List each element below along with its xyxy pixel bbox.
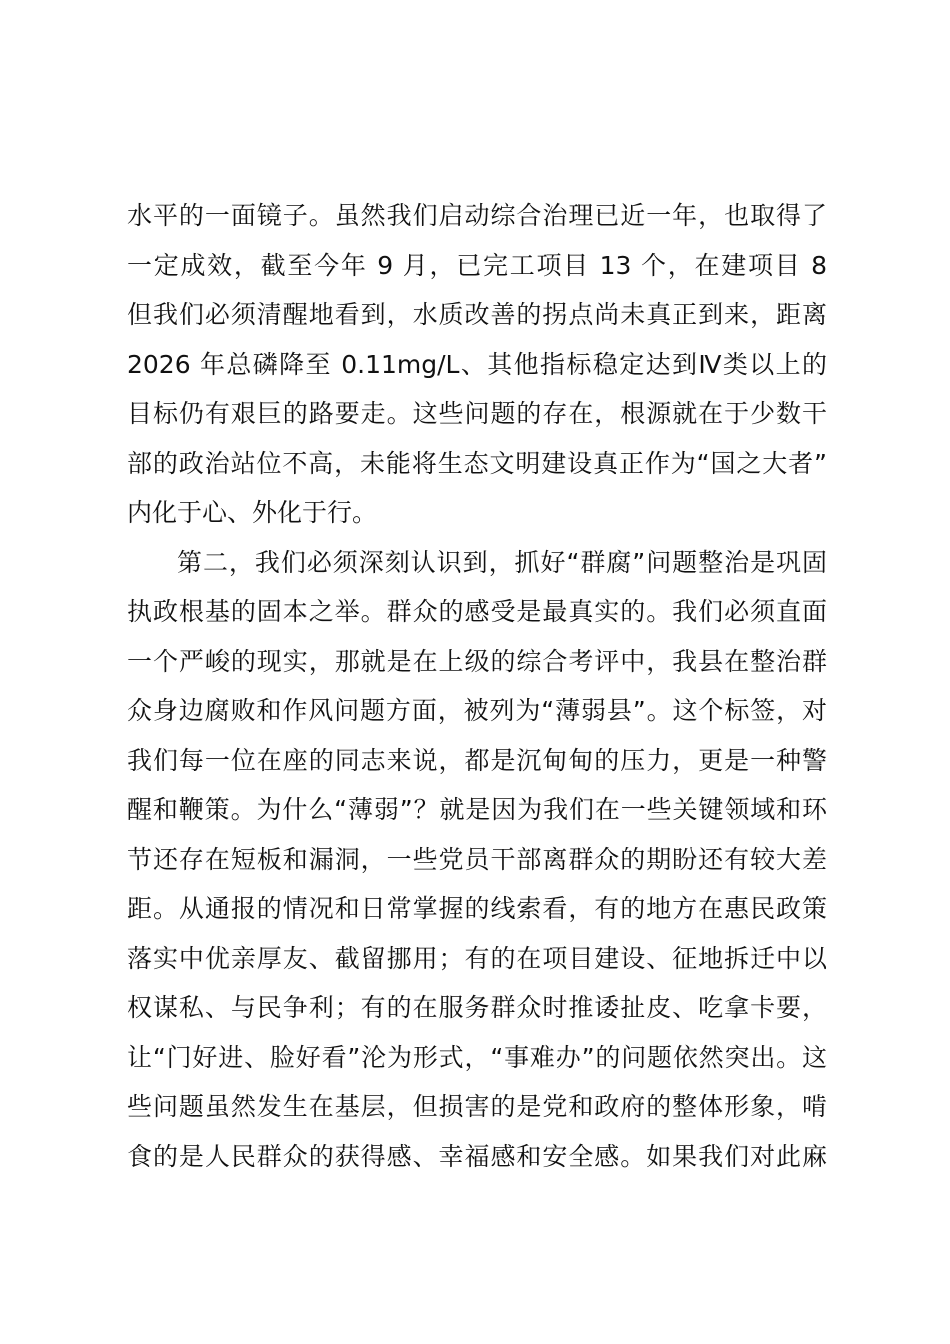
text-line: 落实中优亲厚友、截留挪用；有的在项目建设、征地拆迁中以 bbox=[127, 943, 827, 973]
text-line: 部的政治站位不高，未能将生态文明建设真正作为“国之大者” bbox=[127, 448, 827, 478]
text-line: 第二，我们必须深刻认识到，抓好“群腐”问题整治是巩固 bbox=[177, 547, 827, 577]
text-line: 一个严峻的现实，那就是在上级的综合考评中，我县在整治群 bbox=[127, 646, 827, 676]
text-line: 食的是人民群众的获得感、幸福感和安全感。如果我们对此麻 bbox=[127, 1141, 827, 1171]
text-line: 执政根基的固本之举。群众的感受是最真实的。我们必须直面 bbox=[127, 597, 827, 626]
text-line: 内化于心、外化于行。 bbox=[127, 498, 378, 527]
text-line: 节还存在短板和漏洞，一些党员干部离群众的期盼还有较大差 bbox=[127, 844, 827, 874]
text-line: 权谋私、与民争利；有的在服务群众时推诿扯皮、吃拿卡要， bbox=[127, 993, 827, 1022]
text-line: 一定成效，截至今年 9 月，已完工项目 13 个，在建项目 8 bbox=[127, 250, 827, 280]
text-line: 众身边腐败和作风问题方面，被列为“薄弱县”。这个标签，对 bbox=[127, 696, 827, 725]
text-line: 我们每一位在座的同志来说，都是沉甸甸的压力，更是一种警 bbox=[127, 745, 827, 775]
text-line: 些问题虽然发生在基层，但损害的是党和政府的整体形象，啃 bbox=[127, 1092, 827, 1121]
body-text bbox=[127, 191, 827, 1181]
text-line: 但我们必须清醒地看到，水质改善的拐点尚未真正到来，距离 bbox=[127, 300, 827, 329]
text-line: 2026 年总磷降至 0.11mg/L、其他指标稳定达到Ⅳ类以上的 bbox=[127, 349, 827, 379]
text-line: 水平的一面镜子。虽然我们启动综合治理已近一年，也取得了 bbox=[127, 201, 827, 230]
text-line: 目标仍有艰巨的路要走。这些问题的存在，根源就在于少数干 bbox=[127, 399, 827, 428]
text-line: 让“门好进、脸好看”沦为形式，“事难办”的问题依然突出。这 bbox=[127, 1042, 827, 1072]
text-line: 距。从通报的情况和日常掌握的线索看，有的地方在惠民政策 bbox=[127, 894, 827, 923]
text-line: 醒和鞭策。为什么“薄弱”？就是因为我们在一些关键领域和环 bbox=[127, 795, 827, 824]
